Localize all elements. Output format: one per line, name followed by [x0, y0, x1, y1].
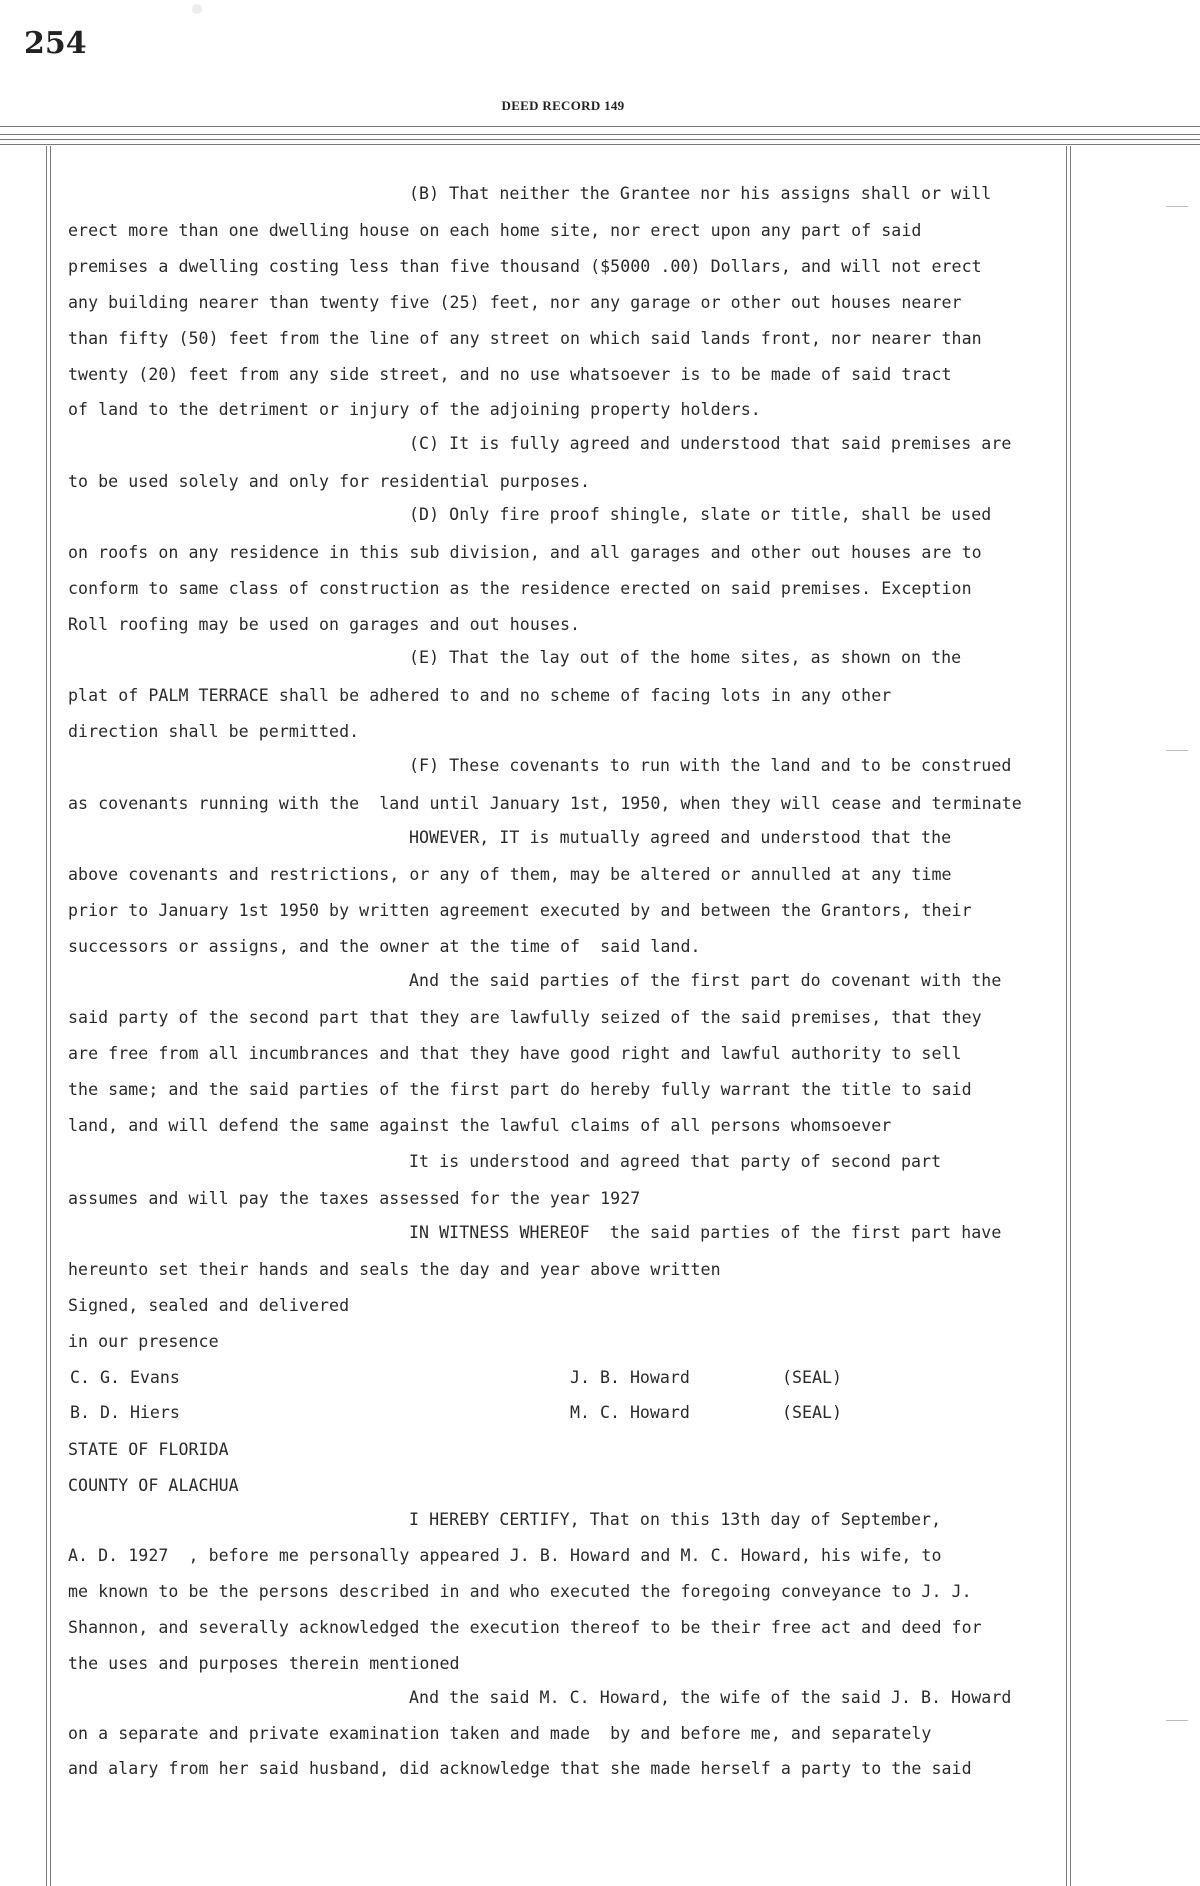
header-rule — [0, 139, 1200, 140]
header-title: DEED RECORD 149 — [501, 98, 625, 113]
seal-mark: (SEAL) — [782, 1403, 842, 1422]
deed-text-line: premises a dwelling costing less than five thousand ($5000 .00) Dollars, and will not erect — [68, 257, 982, 276]
ack-text-line: I HEREBY CERTIFY, That on this 13th day of September, — [409, 1510, 942, 1529]
deed-text-line: said party of the second part that they are lawfully seized of the said premises, that they — [68, 1008, 982, 1027]
deed-text-line: than fifty (50) feet from the line of any street on which said lands front, nor nearer than — [68, 329, 982, 348]
deed-text-line: prior to January 1st 1950 by written agreement executed by and between the Grantors, their — [68, 901, 972, 920]
deed-text-line: (B) That neither the Grantee nor his assigns shall or will — [409, 184, 992, 203]
deed-text-line: IN WITNESS WHEREOF the said parties of the first part have — [409, 1223, 1002, 1242]
deed-text-line: above covenants and restrictions, or any of them, may be altered or annulled at any time — [68, 865, 952, 884]
deed-text-line: twenty (20) feet from any side street, and no use whatsoever is to be made of said tract — [68, 365, 952, 384]
ack-text-line: A. D. 1927 , before me personally appeared J. B. Howard and M. C. Howard, his wife, to — [68, 1546, 942, 1565]
deed-text-line: Signed, sealed and delivered — [68, 1296, 350, 1315]
deed-text-line: to be used solely and only for residential purposes. — [68, 472, 591, 491]
deed-text-line: (F) These covenants to run with the land and to be construed — [409, 756, 1012, 775]
header-rule — [0, 126, 1200, 127]
punch-hole — [192, 4, 202, 14]
deed-text-line: of land to the detriment or injury of the adjoining property holders. — [68, 400, 761, 419]
deed-text-line: conform to same class of construction as the residence erected on said premises. Exception — [68, 579, 972, 598]
deed-text-line: It is understood and agreed that party of second part — [409, 1152, 942, 1171]
binder-mark — [1166, 206, 1188, 207]
deed-text-line: Roll roofing may be used on garages and out houses. — [68, 615, 581, 634]
right-margin-rule — [1066, 146, 1067, 1886]
deed-text-line: (D) Only fire proof shingle, slate or title, shall be used — [409, 505, 992, 524]
witness-name: B. D. Hiers — [70, 1403, 180, 1422]
seal-mark: (SEAL) — [782, 1368, 842, 1387]
ack-text-line: Shannon, and severally acknowledged the execution thereof to be their free act and deed for — [68, 1618, 982, 1637]
ack-text-line: me known to be the persons described in and who executed the foregoing conveyance to J. J. — [68, 1582, 972, 1601]
deed-text-line: erect more than one dwelling house on each home site, nor erect upon any part of said — [68, 221, 922, 240]
deed-text-line: plat of PALM TERRACE shall be adhered to and no scheme of facing lots in any other — [68, 686, 892, 705]
ack-text-line: and alary from her said husband, did acknowledge that she made herself a party to the said — [68, 1759, 972, 1778]
binder-mark — [1166, 750, 1188, 751]
deed-text-line: (E) That the lay out of the home sites, as shown on the — [409, 648, 962, 667]
deed-text-line: on roofs on any residence in this sub division, and all garages and other out houses are to — [68, 543, 982, 562]
deed-text-line: hereunto set their hands and seals the day and year above written — [68, 1260, 721, 1279]
signer-name: J. B. Howard — [570, 1368, 690, 1387]
deed-text-line: assumes and will pay the taxes assessed for the year 1927 — [68, 1189, 641, 1208]
deed-text-line: as covenants running with the land until January 1st, 1950, when they will cease and terminate — [68, 794, 1022, 813]
right-margin-rule — [1070, 146, 1071, 1886]
deed-text-line: HOWEVER, IT is mutually agreed and understood that the — [409, 828, 952, 847]
deed-text-line: are free from all incumbrances and that they have good right and lawful authority to sell — [68, 1044, 962, 1063]
left-margin-rule — [50, 146, 51, 1886]
ack-text-line: And the said M. C. Howard, the wife of the said J. B. Howard — [409, 1688, 1012, 1707]
deed-text-line: the same; and the said parties of the first part do hereby fully warrant the title to said — [68, 1080, 972, 1099]
deed-text-line: any building nearer than twenty five (25) feet, nor any garage or other out houses nearer — [68, 293, 962, 312]
header-rule — [0, 134, 1200, 135]
ack-text-line: the uses and purposes therein mentioned — [68, 1654, 460, 1673]
signer-name: M. C. Howard — [570, 1403, 690, 1422]
ack-text-line: on a separate and private examination taken and made by and before me, and separately — [68, 1724, 932, 1743]
deed-text-line: (C) It is fully agreed and understood that said premises are — [409, 434, 1012, 453]
left-margin-rule — [46, 146, 47, 1886]
binder-mark — [1166, 1720, 1188, 1721]
deed-text-line: And the said parties of the first part do covenant with the — [409, 971, 1002, 990]
deed-text-line: land, and will defend the same against the lawful claims of all persons whomsoever — [68, 1116, 892, 1135]
witness-name: C. G. Evans — [70, 1368, 180, 1387]
deed-text-line: in our presence — [68, 1332, 219, 1351]
deed-text-line: successors or assigns, and the owner at the time of said land. — [68, 937, 701, 956]
deed-text-line: direction shall be permitted. — [68, 722, 360, 741]
ack-text-line: COUNTY OF ALACHUA — [68, 1476, 239, 1495]
page-number: 254 — [24, 26, 87, 61]
ack-text-line: STATE OF FLORIDA — [68, 1440, 229, 1459]
header-rule — [0, 144, 1200, 145]
